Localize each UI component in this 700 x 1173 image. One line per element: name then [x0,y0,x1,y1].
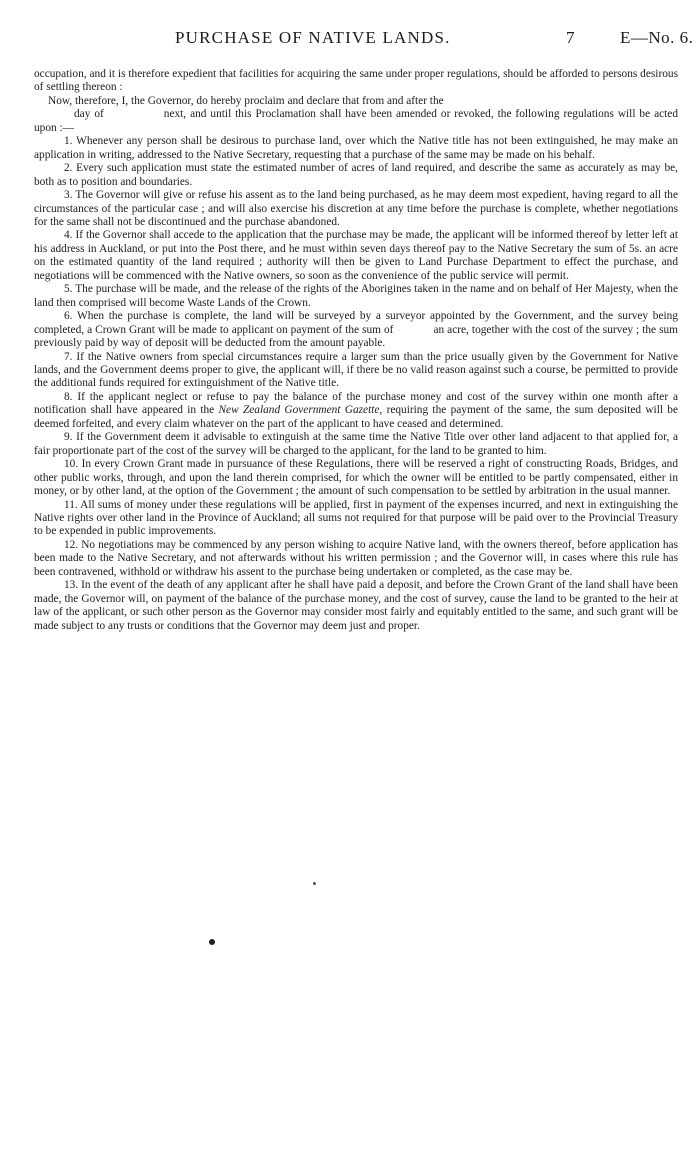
regulation-6 [34,310,678,350]
regulation-5: 5. The purchase will be made, and the release of the rights of the Aborigines taken in the name and on behalf of Her Majesty, when the land then comprised will become Waste Lands of the Crown. [34,283,678,309]
page-number: 7 [566,28,575,47]
page-header [0,28,700,50]
regulation-11: 11. All sums of money under these regulations will be applied, first in payment of the expenses incurred, and next in extinguishing the Native rights over other land in the Province of Auckland; all sums not required for that purpose will be paid over to the Provincial Treasury to be expended in public improvements. [34,498,678,538]
regulation-8-part-a: 8. If the applicant neglect or refuse to pay the balance of the purchase money and cost of the survey within one month after a notification shall have appeared in the [34,390,678,417]
regulation-6-part-a: 6. When the purchase is complete, the land will be surveyed by a surveyor appointed by the Government, and the survey being completed, a Crown Grant will be made to applicant on payment of the sum of [34,310,678,336]
regulation-4: 4. If the Governor shall accede to the application that the purchase may be made, the applicant will be informed thereof by letter left at his address in Auckland, or put into the Post there, and he must within seven days thereof pay to the Native Secretary the sum of 5s. an acre on the estimated quantity of the land required ; authority will then be given to Land Purchase Department to effect the purchase, and negotiations will be commenced with the Native owners, so soon as the convenience of the public service will permit. [34,229,678,282]
proclamation-paragraph [34,95,678,135]
proclamation-line-a: Now, therefore, I, the Governor, do hereby proclaim and declare that from and after the [48,94,444,107]
scan-speck [209,939,215,945]
regulation-1: 1. Whenever any person shall be desirous to purchase land, over which the Native title has not been extinguished, he may make an application in writing, addressed to the Native Secretary, requesting that a purchase of the same may be made on his behalf. [34,135,678,161]
regulation-8-part-b: requiring the payment of the same, the sum deposited will be deemed forfeited, and every claim whatever on the part of the applicant to have ceased and determined. [34,404,678,430]
regulation-8 [34,391,678,431]
regulation-12: 12. No negotiations may be commenced by any person wishing to acquire Native land, with the owners thereof, before application has been made to the Native Secretary, and not afterwards without his written permission ; and the Governor will, in cases where this rule has been contravened, withhold or withdraw his assent to the purchase being undertaken or completed, as the case may be. [34,538,678,578]
intro-paragraph: occupation, and it is therefore expedient that facilities for acquiring the same under proper regulations, should be afforded to persons desirous of settling thereon : [34,68,678,94]
regulation-10: 10. In every Crown Grant made in pursuance of these Regulations, there will be reserved a right of constructing Roads, Bridges, and other public works, through, and upon the land therein comprised, for which the owner will be entitled to be partly compensated, either in money, or by other land, at the option of the Government ; the amount of such compensation to be settled by arbitration in the usual manner. [34,458,678,498]
proclamation-day-of: day of [74,108,104,121]
gazette-title: New Zealand Government Gazette, [218,404,383,417]
regulation-13: 13. In the event of the death of any applicant after he shall have paid a deposit, and before the Crown Grant of the land shall have been made, the Governor will, on payment of the balance of the purchase money, and the cost of survey, cause the land to be granted to the heir at law of the applicant, or such other person as the Governor may consider most fairly and equitably entitled to the same, and such grant will be made subject to any trusts or conditions that the Governor may deem just and proper. [34,579,678,632]
page-title: PURCHASE OF NATIVE LANDS. [175,28,451,47]
regulation-6-part-b: an acre, together with the cost of the survey ; the sum previously paid by way of deposit will be deducted from the amount payable. [34,323,678,350]
scan-speck [313,882,316,885]
series-number: E—No. 6. [620,28,694,47]
regulation-2: 2. Every such application must state the estimated number of acres of land required, and describe the same as accurately as may be, both as to position and boundaries. [34,162,678,188]
proclamation-line-b: next, and until this Proclamation shall have been amended or revoked, the following regulations will be acted upon :— [34,108,678,134]
body-text [34,68,678,633]
regulation-3: 3. The Governor will give or refuse his assent as to the land being purchased, as he may deem most expedient, having regard to all the circumstances of the particular case ; and will also exercise his discretion at any time before the purchase is complete, whether negotiations for the same shall not be discontinued and the purchase abandoned. [34,189,678,228]
regulation-9: 9. If the Government deem it advisable to extinguish at the same time the Native Title over other land adjacent to that applied for, a fair proportionate part of the cost of the survey will be charged to the applicant, for the land to be granted to him. [34,431,678,457]
regulation-7: 7. If the Native owners from special circumstances require a larger sum than the price usually given by the Government for Native lands, and the Government deems proper to give, the applicant will, if there be no valid reason against such a course, be permitted to provide the additional funds required for extinguishment of the Native title. [34,350,678,390]
